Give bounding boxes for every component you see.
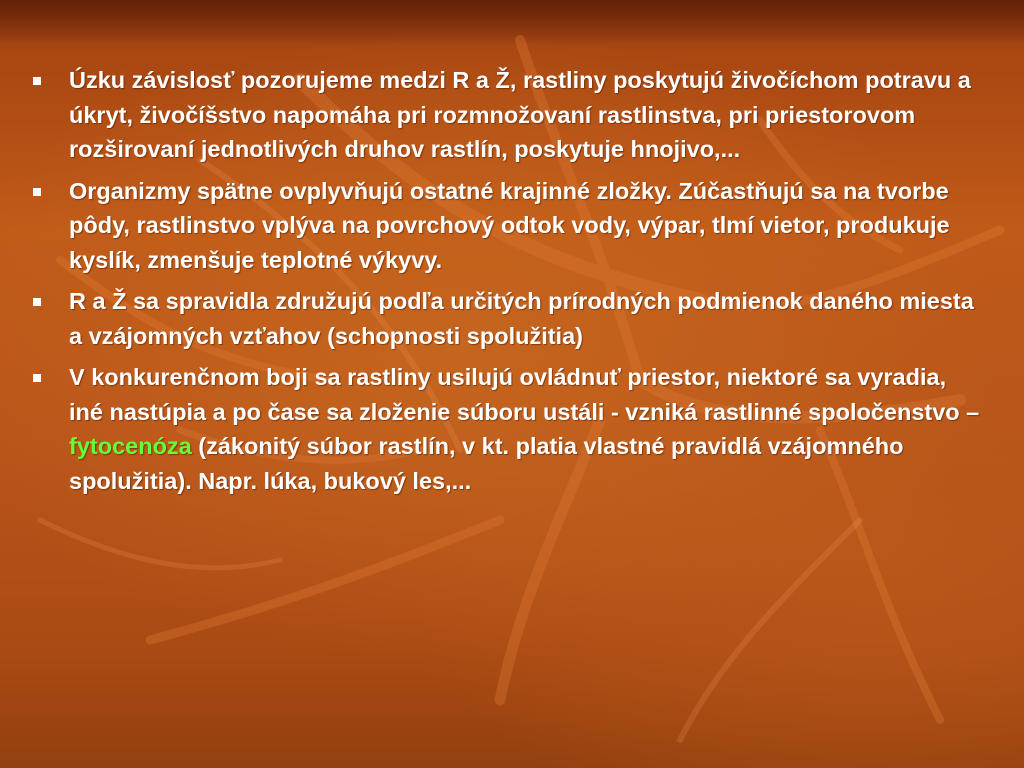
bullet-item-1 <box>30 63 980 167</box>
square-bullet-icon <box>33 77 41 85</box>
square-bullet-icon <box>33 188 41 196</box>
bullet-text-1: Úzku závislosť pozorujeme medzi R a Ž, rastliny poskytujú živočíchom potravu a úkryt, živočíšstvo napomáha pri rozmnožovaní rastlinstva, pri priestorovom rozširovaní jednotlivých druhov rastlín, poskytuje hnojivo,... <box>69 67 971 162</box>
bullet-text-4-end: (zákonitý súbor rastlín, v kt. platia vlastné pravidlá vzájomného spolužitia). Napr. lúka, bukový les,... <box>69 433 904 494</box>
square-bullet-icon <box>33 298 41 306</box>
bullet-item-4 <box>30 360 980 498</box>
bullet-list <box>30 63 980 505</box>
bullet-text-2: Organizmy spätne ovplyvňujú ostatné krajinné zložky. Zúčastňujú sa na tvorbe pôdy, rastlinstvo vplýva na povrchový odtok vody, výpar, tlmí vietor, produkuje kyslík, zmenšuje teplotné výkyvy. <box>69 177 950 273</box>
bullet-text-4 <box>69 360 980 498</box>
bullet-item-2 <box>30 174 980 278</box>
bullet-item-3 <box>30 284 980 353</box>
bullet-text-4-start: V konkurenčnom boji sa rastliny usilujú ovládnuť priestor, niektoré sa vyradia, iné nastúpia a po čase sa zloženie súboru ustáli - vzniká rastlinné spoločenstvo – <box>69 364 980 425</box>
bullet-text-3: R a Ž sa spravidla združujú podľa určitých prírodných podmienok daného miesta a vzájomných vzťahov (schopnosti spolužitia) <box>69 288 974 349</box>
highlight-term: fytocenóza <box>69 433 192 459</box>
square-bullet-icon <box>33 374 41 382</box>
